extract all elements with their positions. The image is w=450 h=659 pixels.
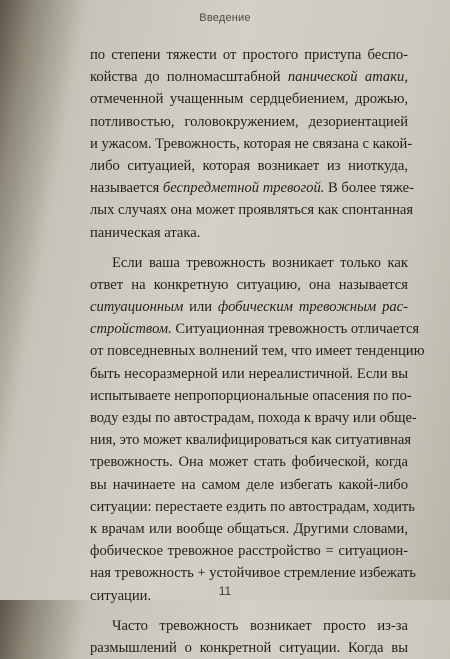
text-line: потливостью, головокружением, дезориентацией <box>90 113 408 130</box>
text-line: испытываете непропорциональные опасения по по- <box>90 387 412 404</box>
text-line: ния, это может квалифицироваться как ситуативная <box>90 432 412 449</box>
paragraph-2 <box>90 252 425 607</box>
text-line <box>90 66 408 88</box>
text-line: от повседневных волнений тем, что имеет тенденцию <box>90 343 425 360</box>
text-line: ситуации. <box>90 587 152 604</box>
text-line: к врачам или вообще общаться. Другими словами, <box>90 520 408 537</box>
text-line: Если ваша тревожность возникает только как <box>112 254 408 271</box>
italic-term: беспредметной тревогой. <box>162 180 325 197</box>
text-line: паническая атака. <box>90 224 201 241</box>
text-line: ситуации: перестаете ездить по автострадам, ходить <box>90 498 415 515</box>
text-line: ная тревожность + устойчивое стремление избежать <box>90 565 416 582</box>
text-line <box>90 177 414 199</box>
paragraph-3 <box>90 615 408 659</box>
text-line: размышлений о конкретной ситуации. Когда вы <box>90 639 408 656</box>
body-text <box>90 44 425 659</box>
text-span: Ситуационная тревожность отличается <box>171 321 420 338</box>
text-line: Часто тревожность возникает просто из-за <box>112 617 408 634</box>
text-line: ответ на конкретную ситуацию, она называется <box>90 276 408 293</box>
text-line: отмеченной учащенным сердцебиением, дрожью, <box>90 91 408 108</box>
text-line <box>90 296 408 318</box>
text-line: тревожность. Она может стать фобической, когда <box>90 454 408 471</box>
text-span: В более тяже- <box>324 180 414 197</box>
text-line: быть несоразмерной или нереалистичной. Если вы <box>90 365 408 382</box>
text-line: вы начинаете на самом деле избегать какой-либо <box>90 476 408 493</box>
italic-term: панической атаки, <box>287 69 408 86</box>
text-line: лых случаях она может проявляться как спонтанная <box>90 202 414 219</box>
text-span: называется <box>90 180 163 197</box>
text-span: койства до полномасштабной <box>90 69 288 86</box>
page-number: 11 <box>218 584 232 598</box>
italic-term: ситуационным <box>90 299 184 316</box>
text-line: либо ситуацией, которая возникает из ниоткуда, <box>90 157 408 174</box>
text-line: фобическое тревожное расстройство = ситуацион- <box>90 543 408 560</box>
running-head: Введение <box>199 12 251 24</box>
text-span: или <box>183 299 218 316</box>
paragraph-1 <box>90 44 414 244</box>
italic-term: стройством. <box>90 321 172 338</box>
text-line: и ужасом. Тревожность, которая не связана с какой- <box>90 135 413 152</box>
text-line <box>90 318 420 340</box>
text-line: по степени тяжести от простого приступа беспо- <box>90 47 408 63</box>
italic-term: фобическим тревожным рас- <box>217 299 409 316</box>
text-line: воду езды по автострадам, похода к врачу или обще- <box>90 410 417 426</box>
